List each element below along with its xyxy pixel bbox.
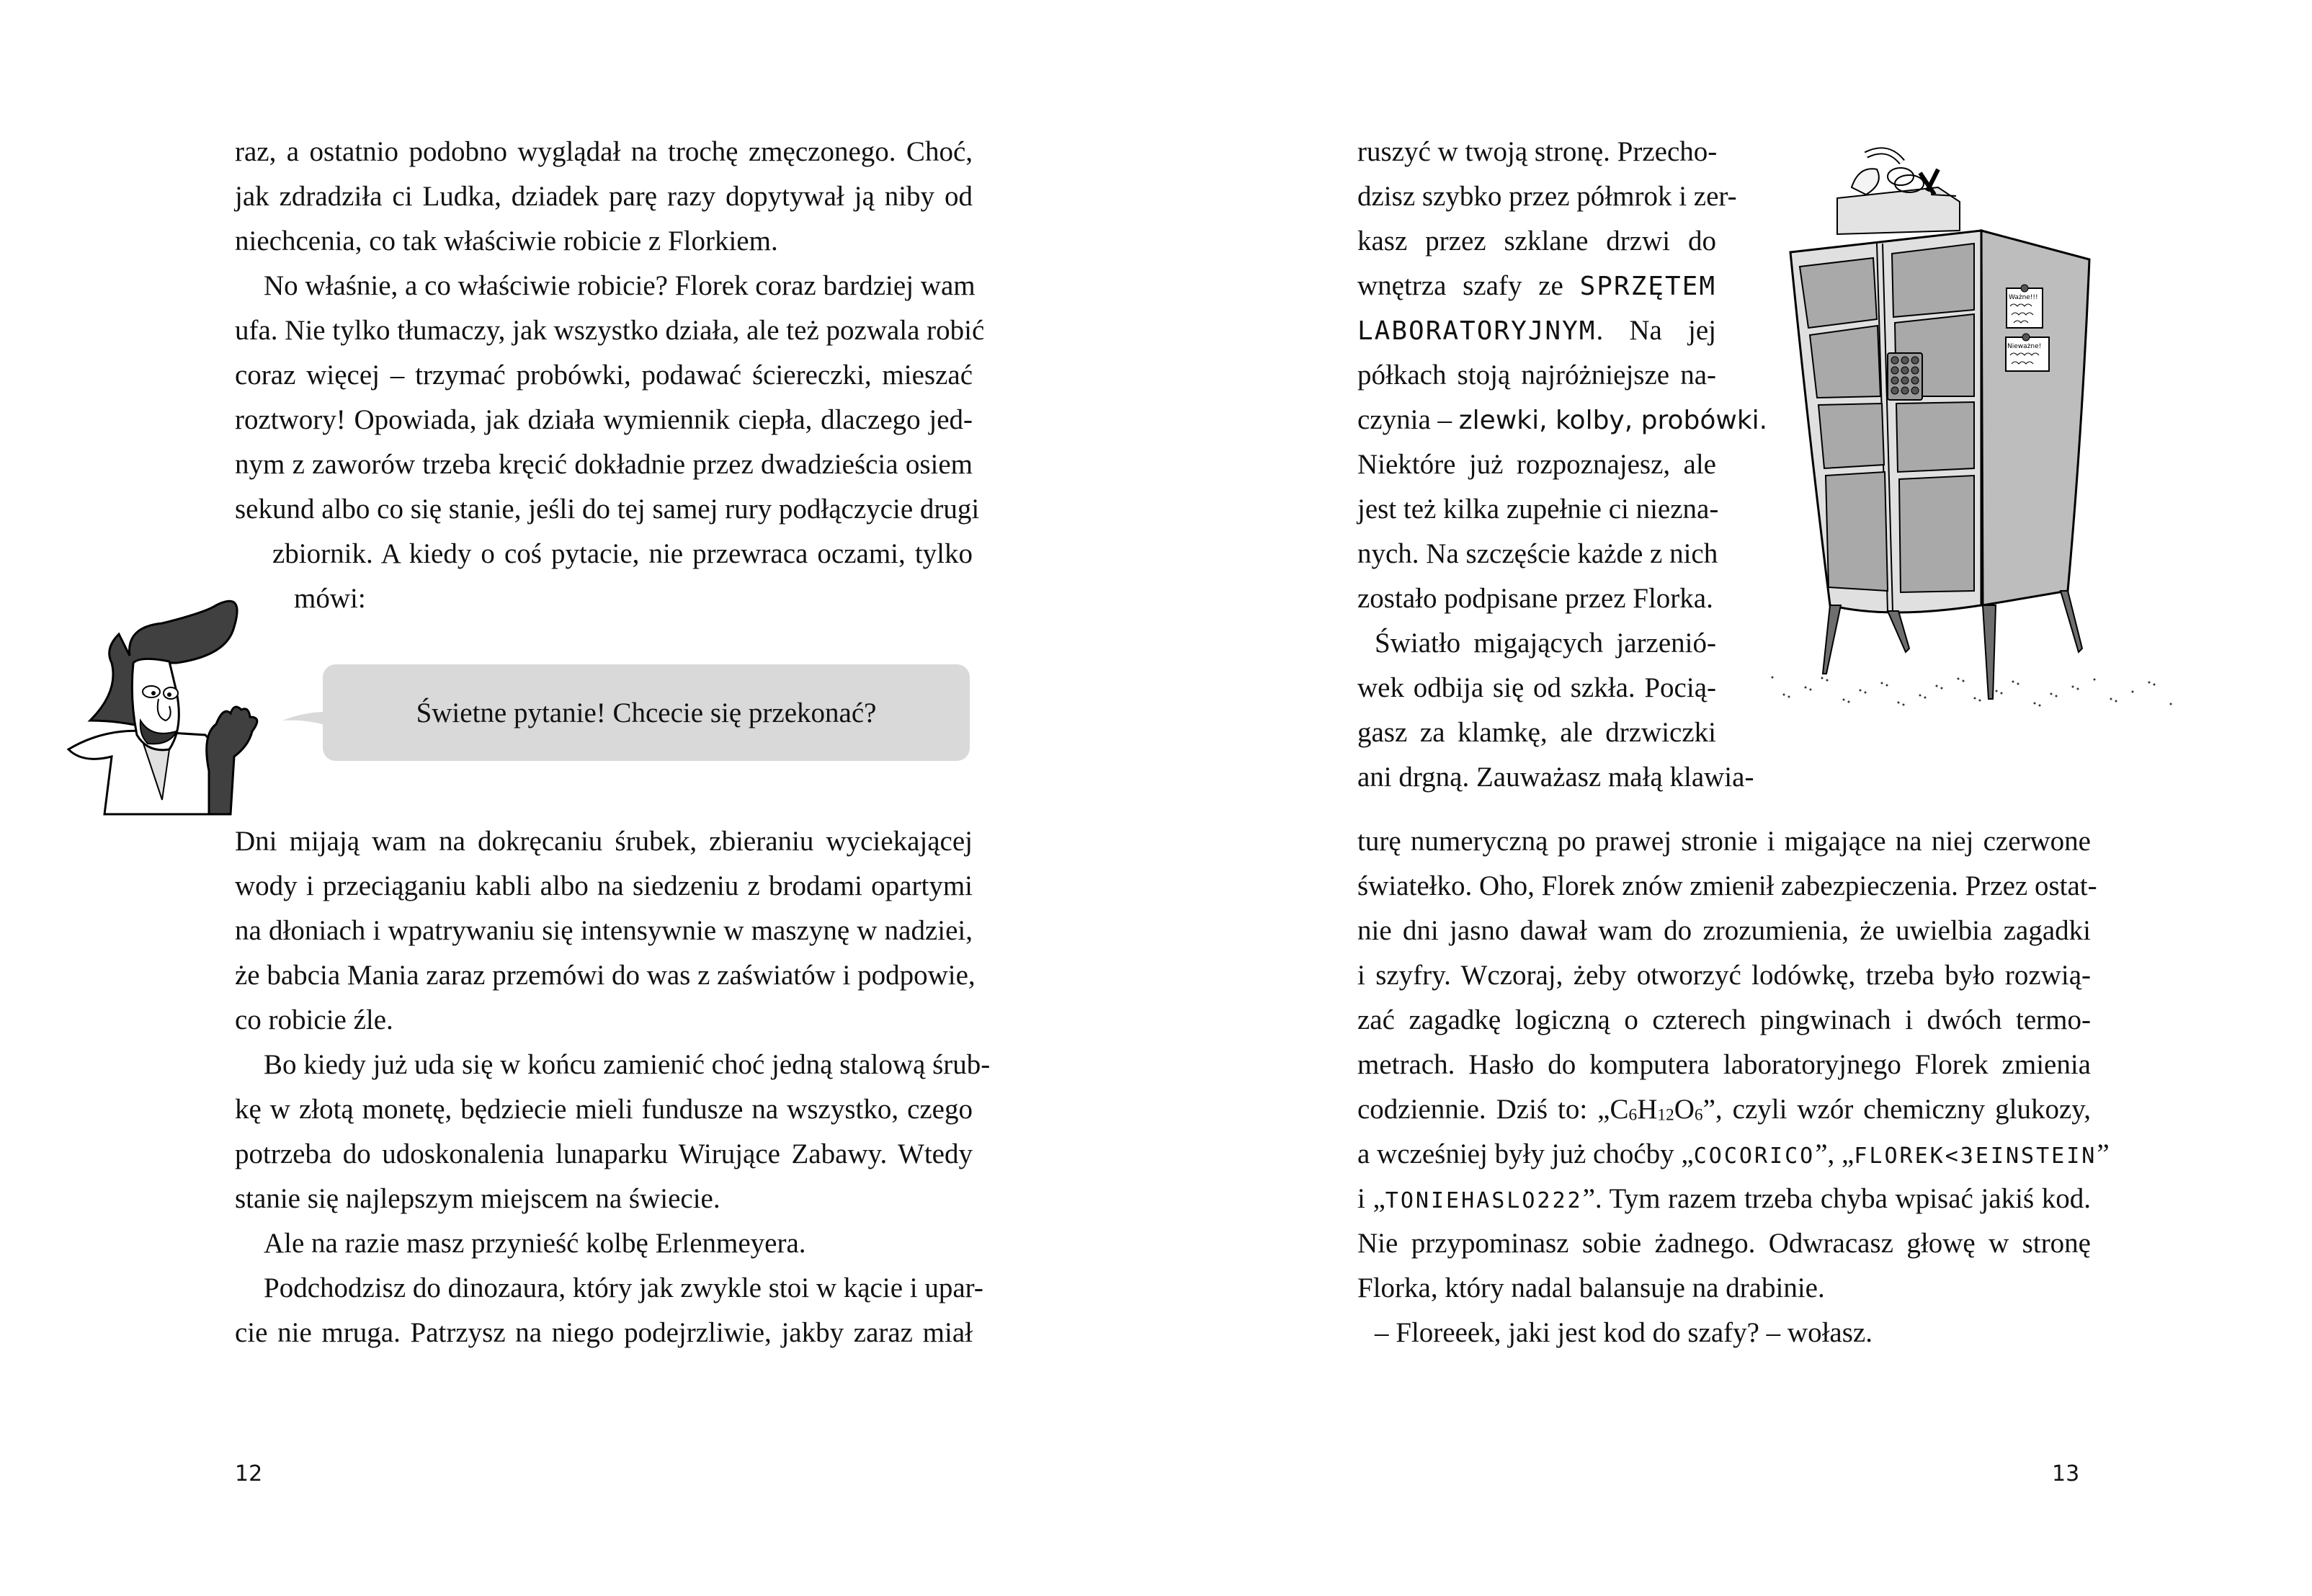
subscript: 12 [1657, 1105, 1674, 1125]
keypad-key [1911, 387, 1919, 394]
speech-bubble-tail [282, 712, 326, 726]
floor-speck [1826, 679, 1829, 682]
text-line: raz, a ostatnio podobno wyglądał na trochę zmęczonego. Choć, [235, 136, 973, 167]
text-line [1357, 308, 1716, 354]
right-page [1156, 0, 2312, 1596]
page-number-right: 13 [2052, 1461, 2080, 1486]
floor-speck [1865, 692, 1867, 694]
floor-speck [1974, 697, 1976, 700]
handwritten-emphasis: SPRZĘTEM [1579, 272, 1716, 301]
text-span: wnętrza szafy ze [1357, 270, 1580, 301]
text-span: zostało podpisane przez Florka. [1357, 583, 1713, 614]
text-line: wody i przeciąganiu kabli albo na siedzeniu z brodami opartymi [235, 870, 973, 901]
formula-line [1357, 1087, 2091, 1137]
passwords-line [1357, 1132, 2110, 1179]
text-line: roztwory! Opowiada, jak działa wymiennik ciepła, dlaczego jed- [235, 404, 973, 435]
keypad-key [1901, 357, 1909, 364]
floor-speck [1881, 682, 1883, 685]
floor-speck [1805, 687, 1807, 689]
floor-speck [1810, 689, 1812, 691]
floor-speck [2148, 682, 2151, 684]
text-span: H [1637, 1094, 1658, 1125]
speech-bubble [323, 664, 970, 761]
floor-speck [1941, 687, 1943, 690]
floor-speck [2017, 683, 2019, 685]
floor-speck [2170, 703, 2172, 705]
speech-bubble-text: Świetne pytanie! Chcecie się przekonać? [416, 697, 877, 728]
text-span: ”, czyli wzór chemiczny glukozy, [1702, 1094, 2091, 1125]
password-code: TONIEHASLO222 [1385, 1188, 1583, 1213]
floor-speck [1924, 697, 1927, 699]
text-line: Nie przypominasz sobie żadnego. Odwracasz głowę w stronę [1357, 1228, 2091, 1259]
floor-speck [2115, 700, 2117, 703]
text-span: O [1674, 1094, 1695, 1125]
text-span: wek odbija się od szkła. Pocią- [1357, 672, 1716, 703]
text-line: zać zagadkę logiczną o czterech pingwinach i dwóch termo- [1357, 1004, 2091, 1035]
note-unimportant [2006, 334, 2049, 371]
text-line [1357, 666, 1716, 710]
text-span: ruszyć w twoją stronę. Przecho- [1357, 136, 1718, 167]
text-line: metrach. Hasło do komputera laboratoryjnego Florek zmienia [1357, 1049, 2091, 1080]
text-span: . Na jej [1596, 315, 1716, 346]
text-line: mówi: [294, 583, 366, 614]
text-line [1357, 130, 1716, 174]
text-line [1357, 755, 1754, 800]
text-line: sekund albo co się stanie, jeśli do tej samej rury podłączycie drugi [235, 494, 980, 525]
keypad-key [1911, 367, 1919, 374]
floor-speck [2072, 686, 2074, 688]
text-span: nych. Na szczęście każde z nich [1357, 538, 1718, 569]
text-line: turę numeryczną po prawej stronie i migające na niej czerwone [1357, 826, 2091, 857]
password-code: FLOREK<3EINSTEIN [1854, 1143, 2097, 1169]
text-line: i szyfry. Wczoraj, żeby otworzyć lodówkę, trzeba było rozwią- [1357, 960, 2091, 991]
floor-speck [2094, 679, 2096, 681]
note-important-text: Ważne!!! [2009, 294, 2038, 301]
text-span: a wcześniej były już choćby „ [1357, 1138, 1694, 1169]
subscript: 6 [1628, 1105, 1638, 1125]
text-span: i „ [1357, 1183, 1385, 1214]
text-line: kę w złotą monetę, będziecie mieli fundusze na wszystko, czego [235, 1094, 973, 1125]
handwritten-emphasis: LABORATORYJNYM [1357, 316, 1597, 346]
text-span: kasz przez szklane drzwi do [1357, 226, 1716, 257]
floor-speck [1821, 677, 1824, 679]
floor-speck [2132, 691, 2134, 693]
floor-speck [1860, 690, 1862, 692]
text-line: cie nie mruga. Patrzysz na niego podejrzliwie, jakby zaraz miał [235, 1317, 973, 1348]
passwords-line [1357, 1177, 2091, 1223]
text-line: Ale na razie masz przynieść kolbę Erlenmeyera. [264, 1228, 806, 1259]
floor-speck [2077, 688, 2079, 690]
text-line: że babcia Mania zaraz przemówi do was z zaświatów i podpowie, [235, 960, 976, 991]
page-number-left: 12 [235, 1461, 263, 1486]
text-line: stanie się najlepszym miejscem na świecie. [235, 1183, 720, 1214]
text-line [1357, 353, 1716, 398]
text-line: ufa. Nie tylko tłumaczy, jak wszystko działa, ale też pozwala robić [235, 315, 985, 346]
floor-speck [1903, 704, 1905, 706]
text-span: czynia – [1357, 404, 1459, 435]
text-line: – Floreeek, jaki jest kod do szafy? – wołasz. [1375, 1317, 1873, 1348]
text-line [1357, 219, 1716, 264]
floor-speck [1979, 700, 1981, 702]
text-span: ” [2097, 1138, 2110, 1169]
floor-speck [1843, 699, 1845, 701]
floor-speck [1788, 696, 1790, 698]
text-line [1375, 621, 1716, 666]
keypad-key [1911, 377, 1919, 384]
text-line: No właśnie, a co właściwie robicie? Florek coraz bardziej wam [264, 270, 976, 301]
floor-speck [1919, 695, 1922, 697]
text-line: Dni mijają wam na dokręcaniu śrubek, zbieraniu wyciekającej [235, 826, 973, 857]
note-unimportant-text: Nieważne! [2007, 343, 2042, 350]
text-line: co robicie źle. [235, 1004, 393, 1035]
floor-speck [1783, 694, 1785, 696]
keypad-key [1901, 367, 1909, 374]
text-line [1357, 710, 1716, 755]
floor-speck [1963, 680, 1965, 682]
text-span: jest też kilka zupełnie ci niezna- [1357, 494, 1719, 525]
text-line: nym z zaworów trzeba kręcić dokładnie przez dwadzieścia osiem [235, 449, 973, 480]
text-line: Bo kiedy już uda się w końcu zamienić choć jedną stalową śrub- [264, 1049, 991, 1080]
text-line [1357, 264, 1716, 309]
text-line: na dłoniach i wpatrywaniu się intensywnie w maszynę w nadziei, [235, 915, 973, 946]
lab-cabinet-illustration [1758, 144, 2219, 793]
text-line [1357, 398, 1768, 443]
text-span: codziennie. Dziś to: „C [1357, 1094, 1629, 1125]
floor-speck [2039, 705, 2041, 707]
text-line: potrzeba do udoskonalenia lunaparku Wirujące Zabawy. Wtedy [235, 1138, 973, 1169]
password-code: COCORICO [1693, 1143, 1816, 1169]
text-line [1357, 174, 1737, 219]
keypad-key [1891, 357, 1898, 364]
floor-speck [2050, 693, 2053, 695]
text-line [1357, 532, 1716, 576]
floor-speck [1898, 702, 1900, 704]
handwritten-emphasis: zlewki, kolby, probówki. [1458, 406, 1768, 435]
text-span: ani drgną. Zauważasz małą klawia- [1357, 762, 1754, 793]
floor-speck [2110, 698, 2112, 700]
text-line [1357, 487, 1719, 532]
floor-speck [1958, 678, 1960, 680]
text-line [1357, 576, 1716, 621]
floor-speck [1996, 690, 1998, 692]
keypad-key [1891, 367, 1898, 374]
text-line: zbiornik. A kiedy o coś pytacie, nie przewraca oczami, tylko [272, 538, 973, 569]
florek-character-illustration [61, 584, 277, 821]
keypad-key [1901, 377, 1909, 384]
keypad-key [1891, 377, 1898, 384]
text-line: światełko. Oho, Florek znów zmienił zabezpieczenia. Przez ostat- [1357, 870, 2097, 901]
text-line: coraz więcej – trzymać probówki, podawać ściereczki, mieszać [235, 360, 973, 391]
keypad-key [1901, 387, 1909, 394]
text-line: nie dni jasno dawał wam do zrozumienia, że uwielbia zagadki [1357, 915, 2091, 946]
text-span: półkach stoją najróżniejsze na- [1357, 360, 1716, 391]
text-line: Podchodzisz do dinozaura, który jak zwykle stoi w kącie i upar- [264, 1272, 983, 1303]
text-span: Światło migających jarzenió- [1375, 628, 1716, 659]
floor-speck [1936, 685, 1938, 687]
text-span: Niektóre już rozpoznajesz, ale [1357, 449, 1716, 480]
text-line: niechcenia, co tak właściwie robicie z Florkiem. [235, 226, 778, 257]
floor-speck [1886, 685, 1888, 687]
floor-speck [2012, 681, 2014, 683]
text-span: gasz za klamkę, ale drzwiczki [1357, 717, 1716, 748]
text-span: ”, „ [1815, 1138, 1854, 1169]
keypad-key [1891, 387, 1898, 394]
floor-speck [2001, 692, 2003, 695]
floor-speck [2034, 703, 2036, 705]
text-span: dzisz szybko przez półmrok i zer- [1357, 181, 1737, 212]
floor-speck [2153, 684, 2156, 686]
text-line: jak zdradziła ci Ludka, dziadek parę razy dopytywał ją niby od [235, 181, 973, 212]
text-span: ”. Tym razem trzeba chyba wpisać jakiś kod. [1582, 1183, 2091, 1214]
keypad-key [1911, 357, 1919, 364]
text-line [1357, 442, 1716, 487]
subscript: 6 [1694, 1105, 1703, 1125]
floor-speck [1772, 677, 1774, 679]
floor-speck [1848, 701, 1850, 703]
text-line: Florka, który nadal balansuje na drabinie. [1357, 1272, 1825, 1303]
note-important [2007, 285, 2043, 328]
floor-speck [2056, 695, 2058, 697]
